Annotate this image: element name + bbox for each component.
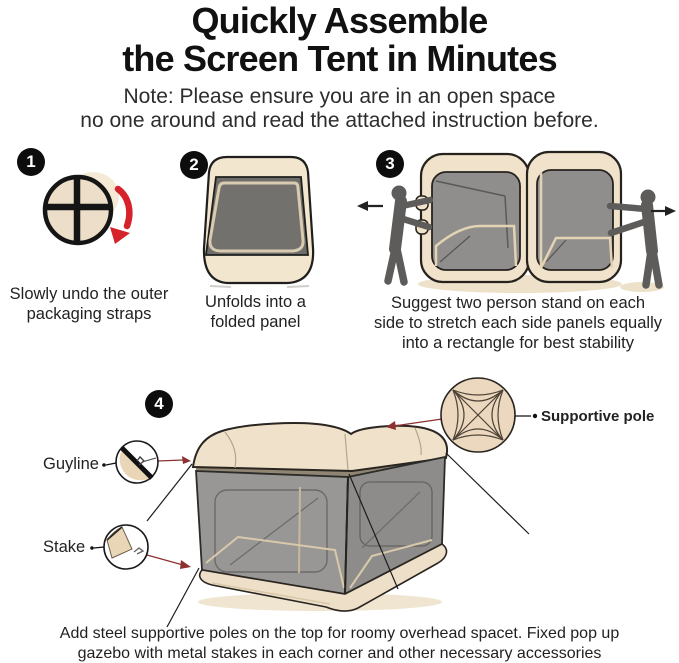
arrow-right-icon <box>651 206 676 216</box>
footer-line2: gazebo with metal stakes in each corner and other necessary accessories <box>77 644 602 662</box>
step3-caption-line2: side to stretch each side panels equally <box>373 314 662 332</box>
footer-line1: Add steel supportive poles on the top for roomy overhead spacet. Fixed pop up <box>59 625 620 642</box>
step1-badge <box>17 148 45 176</box>
step2-folded-panel-illustration <box>204 157 313 287</box>
step1-package-illustration <box>45 172 130 244</box>
page-title-line1: Quickly Assemble <box>191 0 488 41</box>
step2-caption <box>193 292 318 332</box>
guyline-magnifier <box>102 441 158 483</box>
guyline-label: Guyline <box>43 455 99 473</box>
step3-stretching-illustration <box>357 152 676 293</box>
supportive-pole-label: Supportive pole <box>541 408 655 425</box>
step1-number: 1 <box>26 152 36 171</box>
step2-badge <box>180 151 208 179</box>
step3-badge <box>376 150 404 178</box>
step2-number: 2 <box>189 155 199 174</box>
step1-caption-line2: packaging straps <box>26 305 152 323</box>
step3-number: 3 <box>385 154 395 173</box>
footer-text <box>0 624 679 663</box>
supportive-pole-magnifier <box>441 378 537 452</box>
arrow-left-icon <box>357 201 383 211</box>
step1-caption <box>0 284 178 324</box>
step2-caption-line1: Unfolds into a <box>205 293 306 311</box>
page-title-line2: the Screen Tent in Minutes <box>122 38 557 79</box>
step4-badge <box>145 390 173 418</box>
stake-magnifier <box>90 525 148 569</box>
stake-label: Stake <box>43 538 86 556</box>
note-line1: Note: Please ensure you are in an open space <box>123 85 556 108</box>
step3-caption-line1: Suggest two person stand on each <box>390 294 646 312</box>
note-line2: no one around and read the attached instruction before. <box>80 109 599 132</box>
step3-caption-line3: into a rectangle for best stability <box>401 334 635 352</box>
step2-caption-line2: folded panel <box>210 313 301 331</box>
step1-caption-line1: Slowly undo the outer <box>9 285 169 303</box>
step3-caption <box>366 293 670 353</box>
step4-number: 4 <box>154 394 164 413</box>
